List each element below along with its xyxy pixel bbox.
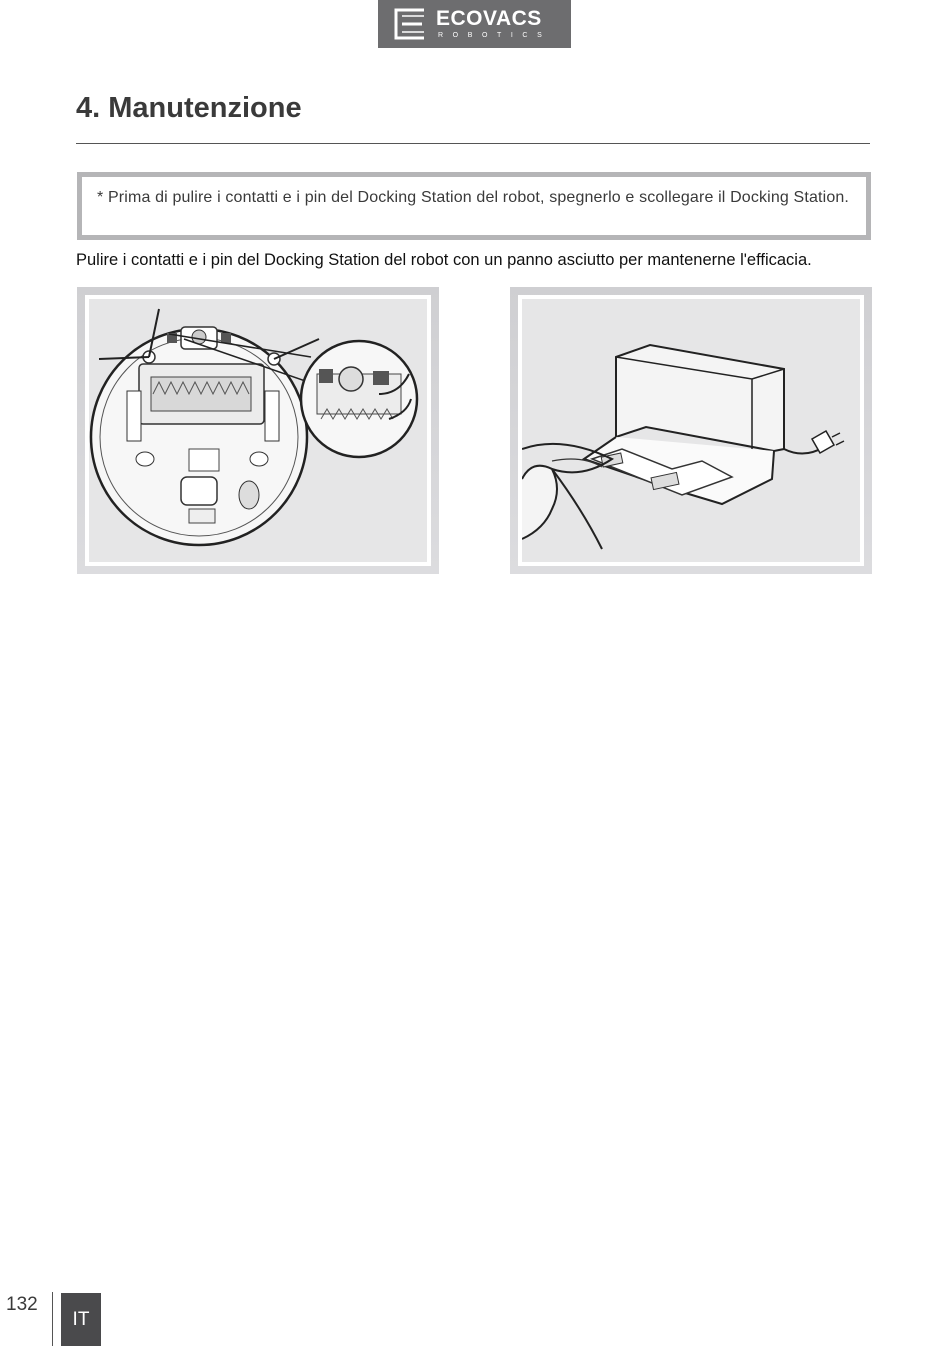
warning-note-box	[77, 172, 871, 240]
robot-underside-drawing	[89, 299, 419, 554]
docking-station-illustration	[510, 287, 872, 574]
ecovacs-logo	[378, 0, 571, 48]
warning-note-text: * Prima di pulire i contatti e i pin del Docking Station del robot, spegnerlo e scollegare il Docking Station.	[97, 189, 850, 206]
docking-station-drawing	[522, 299, 852, 554]
logo-wordmark: ECOVACS	[436, 7, 542, 30]
ecovacs-mark-icon	[392, 6, 426, 42]
section-title: 4. Manutenzione	[76, 92, 302, 124]
page-number: 132	[6, 1294, 38, 1315]
illustration-frame	[518, 295, 864, 566]
logo-subtitle: ROBOTICS	[438, 32, 552, 39]
instruction-text: Pulire i contatti e i pin del Docking Station del robot con un panno asciutto per mantenerne l'efficacia.	[76, 251, 812, 269]
robot-underside-illustration	[77, 287, 439, 574]
title-divider	[76, 143, 870, 144]
language-tab: IT	[61, 1293, 101, 1346]
footer-divider	[52, 1292, 53, 1346]
illustration-frame	[85, 295, 431, 566]
